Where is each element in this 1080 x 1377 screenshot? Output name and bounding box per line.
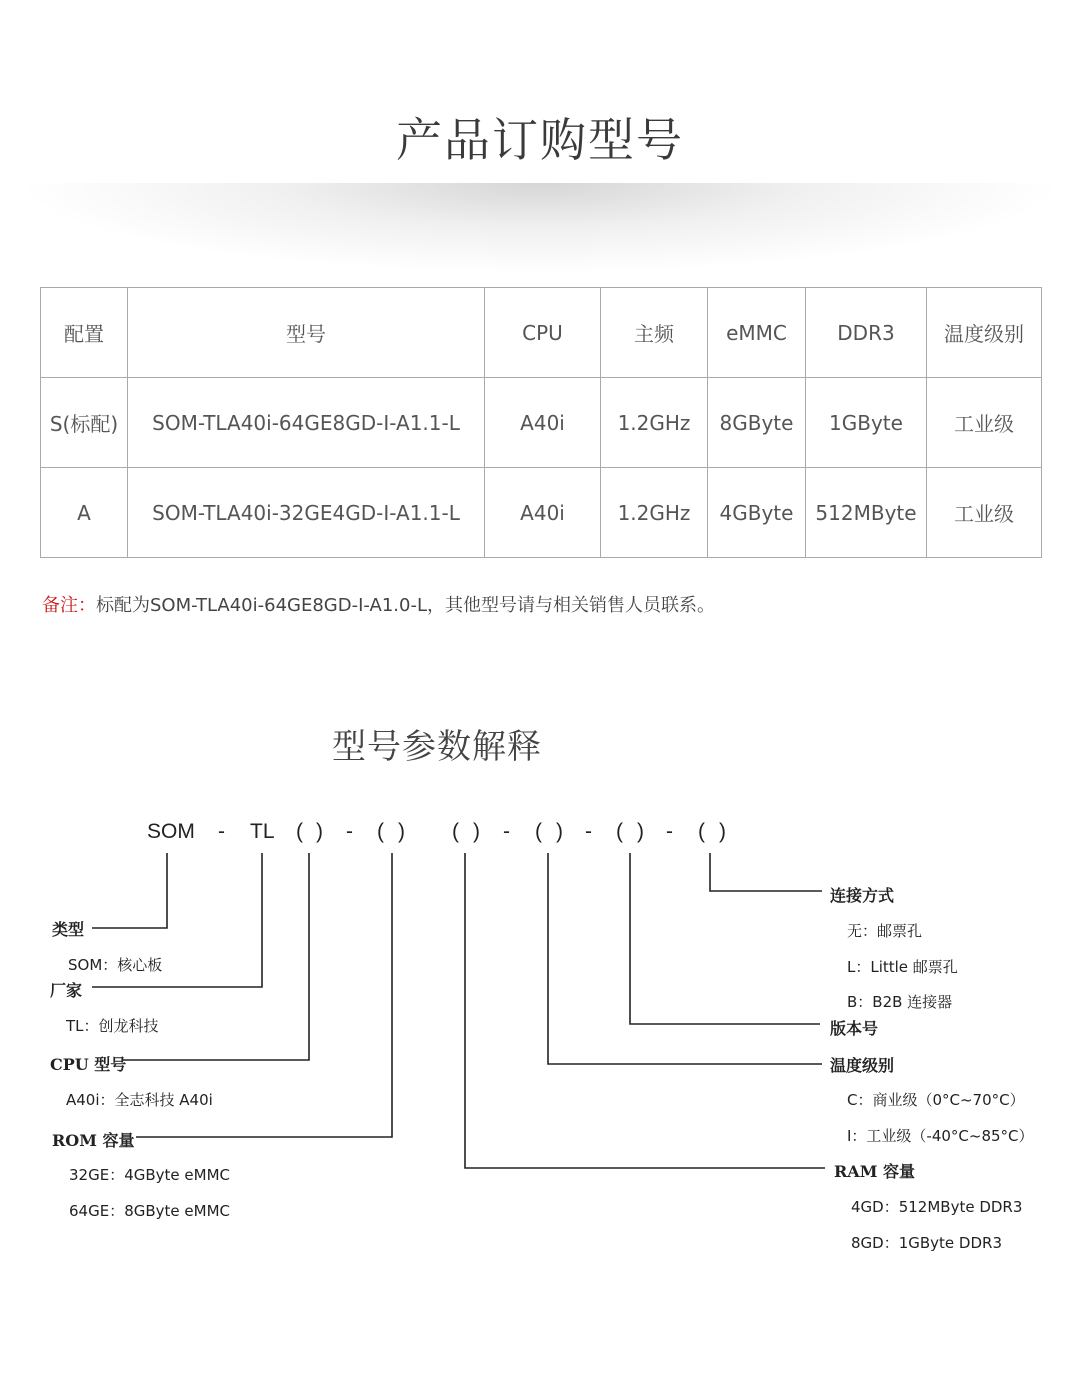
model-segment: - <box>666 820 673 843</box>
legend-connection-value: B：B2B 连接器 <box>847 993 953 1011</box>
model-segment: TL <box>250 820 275 843</box>
model-segment: - <box>585 820 592 843</box>
table-header-cell: CPU <box>485 288 601 378</box>
model-segment: ) <box>637 820 644 843</box>
model-segment: - <box>218 820 225 843</box>
table-cell: A <box>41 468 128 558</box>
legend-ram-value: 8GD：1GByte DDR3 <box>851 1234 1002 1252</box>
table-header-cell: 主频 <box>601 288 708 378</box>
model-segment: ( <box>616 820 623 843</box>
legend-connection-title: 连接方式 <box>830 886 895 905</box>
model-segment: ( <box>452 820 459 843</box>
table-header-cell: 温度级别 <box>927 288 1042 378</box>
legend-connection-value: L：Little 邮票孔 <box>847 958 958 976</box>
model-segment: ) <box>719 820 726 843</box>
connector-ram-line <box>465 853 825 1168</box>
model-segment: ( <box>535 820 542 843</box>
table-cell: 512MByte <box>806 468 927 558</box>
table-cell: 1.2GHz <box>601 378 708 468</box>
connector-temp-line <box>548 853 822 1064</box>
connector-connection-line <box>710 853 822 891</box>
table-cell: A40i <box>485 468 601 558</box>
model-segment: ( <box>698 820 705 843</box>
note-text: 标配为SOM-TLA40i-64GE8GD-I-A1.0-L，其他型号请与相关销售人员联系。 <box>96 595 715 616</box>
table-cell: 8GByte <box>708 378 806 468</box>
model-segment: ) <box>473 820 480 843</box>
table-header-cell: 配置 <box>41 288 128 378</box>
table-cell: 1GByte <box>806 378 927 468</box>
table-cell: 1.2GHz <box>601 468 708 558</box>
table-cell: SOM-TLA40i-64GE8GD-I-A1.1-L <box>128 378 485 468</box>
model-segment: - <box>503 820 510 843</box>
table-cell: 工业级 <box>927 468 1042 558</box>
legend-rom-value: 64GE：8GByte eMMC <box>69 1202 230 1220</box>
legend-connection-value: 无：邮票孔 <box>847 922 923 940</box>
legend-ram-title: RAM 容量 <box>834 1162 915 1181</box>
connector-type-line <box>92 853 167 928</box>
legend-rom-value: 32GE：4GByte eMMC <box>69 1166 230 1184</box>
legend-temp-value: C：商业级（0°C~70°C） <box>847 1091 1025 1109</box>
table-header-cell: DDR3 <box>806 288 927 378</box>
legend-type-value: SOM：核心板 <box>68 956 163 974</box>
legend-vendor-value: TL：创龙科技 <box>66 1017 159 1035</box>
note-label: 备注： <box>42 595 96 616</box>
model-segment: ) <box>556 820 563 843</box>
section-subtitle: 型号参数解释 <box>332 727 542 767</box>
legend-temp-title: 温度级别 <box>830 1056 895 1075</box>
model-segment: ) <box>398 820 405 843</box>
legend-ram-value: 4GD：512MByte DDR3 <box>851 1198 1023 1216</box>
model-segment: - <box>346 820 353 843</box>
table-cell: 工业级 <box>927 378 1042 468</box>
table-cell: S(标配) <box>41 378 128 468</box>
legend-version-title: 版本号 <box>830 1019 879 1038</box>
table-cell: 4GByte <box>708 468 806 558</box>
table-header-cell: eMMC <box>708 288 806 378</box>
table-cell: SOM-TLA40i-32GE4GD-I-A1.1-L <box>128 468 485 558</box>
legend-cpu-value: A40i：全志科技 A40i <box>66 1091 213 1109</box>
legend-type-title: 类型 <box>52 920 85 939</box>
table-header-cell: 型号 <box>128 288 485 378</box>
legend-rom-title: ROM 容量 <box>52 1131 135 1150</box>
model-segment: SOM <box>147 820 195 843</box>
page-title: 产品订购型号 <box>396 113 684 167</box>
model-segment: ( <box>377 820 384 843</box>
legend-cpu-title: CPU 型号 <box>50 1055 127 1074</box>
legend-temp-value: I：工业级（-40°C~85°C） <box>847 1127 1034 1145</box>
model-segment: ( <box>296 820 303 843</box>
legend-vendor-title: 厂家 <box>50 981 83 1000</box>
model-segment: ) <box>316 820 323 843</box>
connector-version-line <box>630 853 820 1024</box>
table-cell: A40i <box>485 378 601 468</box>
